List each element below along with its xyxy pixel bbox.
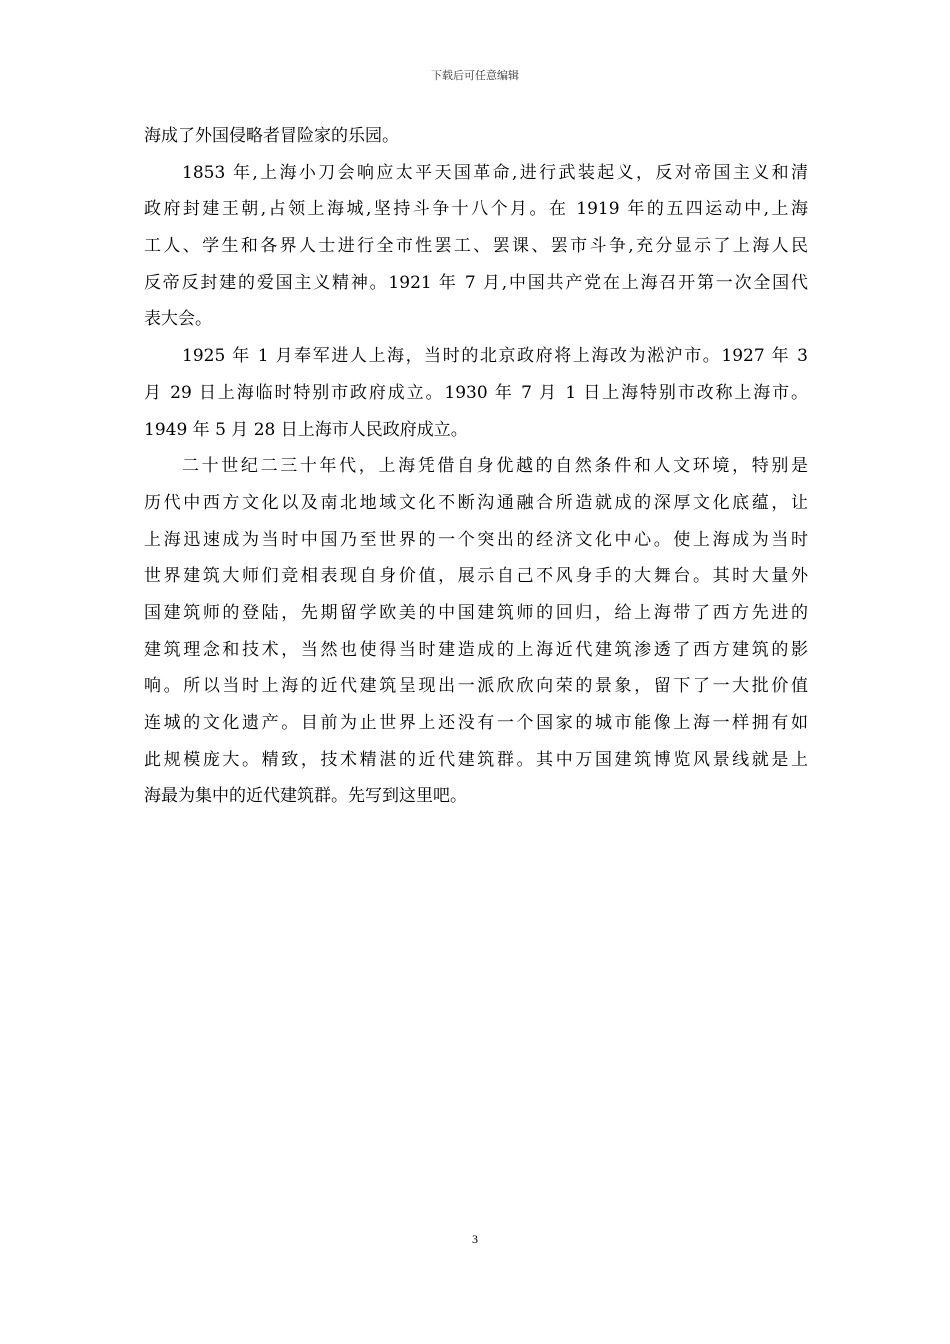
paragraph-4-line-9: 此规模庞大。精致，技术精湛的近代建筑群。其中万国建筑博览风景线就是上 [144,749,808,770]
paragraph-2-line-4: 反帝反封建的爱国主义精神。1921 年 7 月,中国共产党在上海召开第一次全国代 [144,272,808,293]
paragraph-2-line-5: 表大会。 [144,309,212,330]
document-body [144,118,808,815]
paragraph-4-line-5: 国建筑师的登陆，先期留学欧美的中国建筑师的回归，给上海带了西方先进的 [144,602,808,623]
paragraph-1-line-1: 海成了外国侵略者冒险家的乐园。 [144,126,399,146]
paragraph-4-line-8: 连城的文化遗产。目前为止世界上还没有一个国家的城市能像上海一样拥有如 [144,713,808,733]
paragraph-3-line-2: 月 29 日上海临时特别市政府成立。1930 年 7 月 1 日上海特别市改称上海市。 [144,382,808,403]
paragraph-2-line-1: 1853 年,上海小刀会响应太平天国革命,进行武装起义，反对帝国主义和清 [182,162,808,183]
paragraph-4-line-7: 响。所以当时上海的近代建筑呈现出一派欣欣向荣的景象，留下了一大批价值 [144,676,808,697]
paragraph-3-line-3: 1949 年 5 月 28 日上海市人民政府成立。 [144,419,468,440]
paragraph-4-line-6: 建筑理念和技术，当然也使得当时建造成的上海近代建筑渗透了西方建筑的影 [144,639,808,660]
page-number: 3 [472,1232,478,1246]
paragraph-3-line-1: 1925 年 1 月奉军进人上海，当时的北京政府将上海改为淞沪市。1927 年 3 [182,346,808,367]
paragraph-2-line-3: 工人、学生和各界人士进行全市性罢工、罢课、罢市斗争,充分显示了上海人民 [144,236,808,257]
page-header: 下载后可任意编辑 [431,69,519,82]
paragraph-4-line-1: 二十世纪二三十年代，上海凭借自身优越的自然条件和人文环境，特别是 [182,456,808,477]
paragraph-4-line-3: 上海迅速成为当时中国乃至世界的一个突出的经济文化中心。使上海成为当时 [144,529,808,550]
paragraph-4-line-10: 海最为集中的近代建筑群。先写到这里吧。 [144,786,467,807]
paragraph-4-line-4: 世界建筑大师们竞相表现自身价值，展示自己不风身手的大舞台。其时大量外 [144,566,808,587]
paragraph-2-line-2: 政府封建王朝,占领上海城,坚持斗争十八个月。在 1919 年的五四运动中,上海 [144,199,808,220]
paragraph-4-line-2: 历代中西方文化以及南北地域文化不断沟通融合所造就成的深厚文化底蕴，让 [144,492,808,513]
